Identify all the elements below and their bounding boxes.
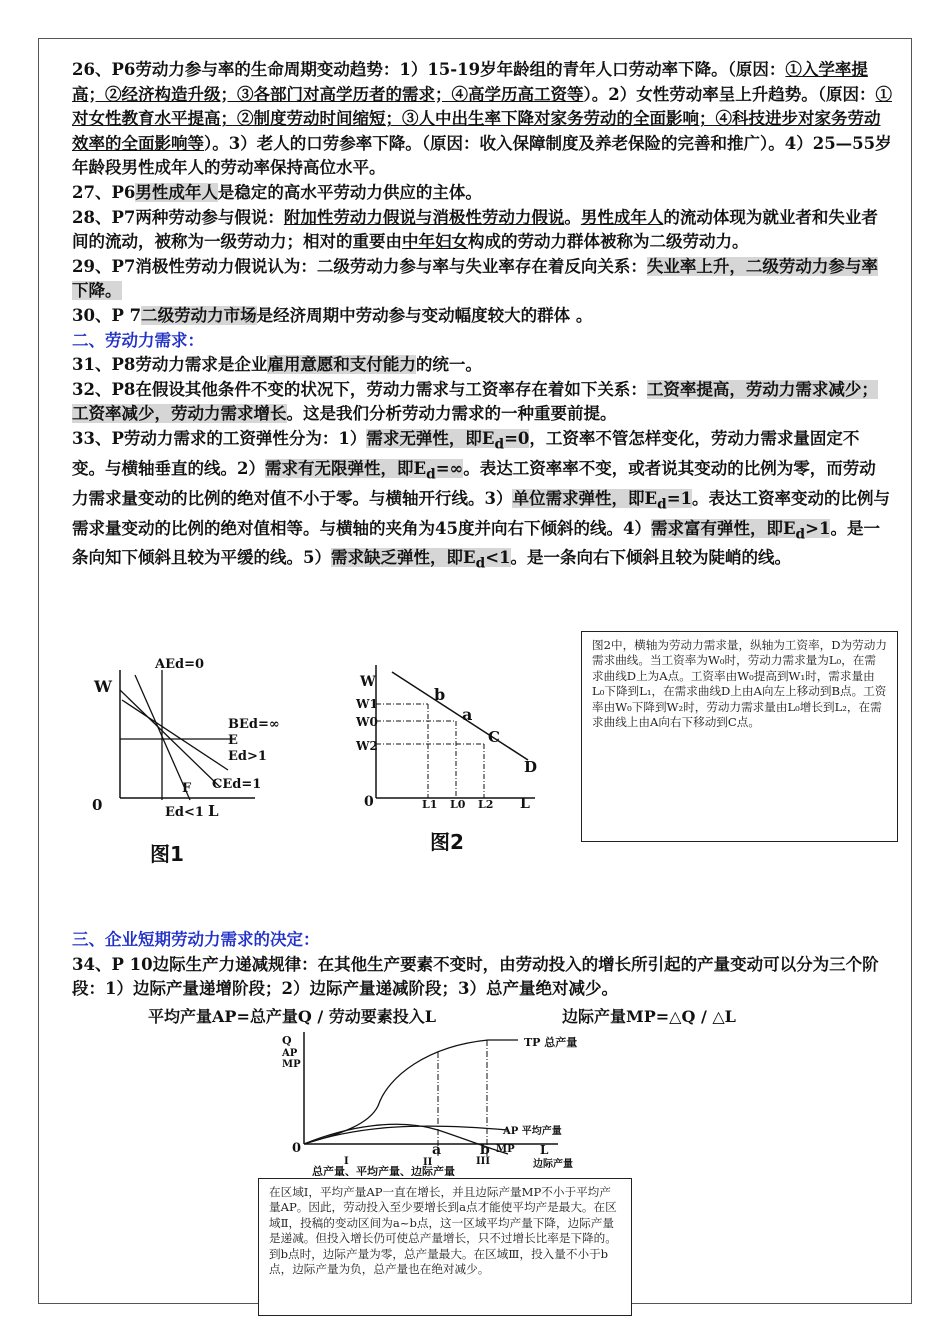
svg-text:AP 平均产量: AP 平均产量 [503,1126,562,1137]
svg-text:CEd=1: CEd=1 [212,777,262,792]
item-28: 28、P7两种劳动参与假说：附加性劳动力假说与消极性劳动力假说。男性成年人的流动体现为就业者和失业者间的流动，被称为一级劳动力；相对的重要由中年妇女构成的劳动力群体被称为二级劳动力。 [72,207,878,252]
svg-text:a: a [432,1142,442,1158]
figure-2-caption: 图2 [430,830,464,854]
svg-text:边际产量: 边际产量 [533,1159,573,1170]
ap-curve [304,1126,508,1144]
svg-text:L: L [520,796,530,810]
svg-text:I: I [344,1156,349,1167]
svg-text:L: L [540,1143,549,1157]
svg-text:MP: MP [496,1144,515,1155]
svg-text:D: D [524,758,538,776]
item-33: 33、P劳动力需求的工资弹性分为：1）需求无弹性，即$E_d=0$，工资率不管怎样变化，劳动力需求量固定不变。与横轴垂直的线。2）需求有无限弹性，即$E_d=\infty$。表达工资率率不变，或者说其变动的比例为零，而劳动力需求量变动的比例的绝对值不小于零。与横轴开行线。3）单位需求弹性，即$E_d=1$。表达工资率变动的比例与需求量变动的比例的绝对值相等。与横轴的夹角为45度并向右下倾斜的线。4）需求富有弹性，即$E_d>1$。是一条向知下倾斜且较为平缓的线。5）需求缺乏弹性，即$E_d<1$。是一条向右下倾斜且较为陡峭的线。 [72,428,890,572]
figure-3-note: 在区域Ⅰ，平均产量AP一直在增长，并且边际产量MP不小于平均产量AP。因此，劳动投入至少要增长到a点才能使平均产是最大。在区域Ⅱ，投稿的变动区间为a~b点，这一区域平均产量下降，边际产量是递减。但投入增长仍可使总产量增长，只不过增长比率是下降的。到b点时，边际产量为零，总产量最大。在区域Ⅲ，投入量不小于b点，边际产量为负，总产量也在绝对减少。 [258,1178,632,1316]
svg-text:III: III [476,1156,491,1167]
figure-2-note: 图2中，横轴为劳动力需求量，纵轴为工资率，D为劳动力需求曲线。当工资率为W₀时，劳动力需求量为L₀，在需求曲线D上为A点。工资率由W₀提高到W₁时，需求量由L₀下降到L₁，在需求曲线D上由A向左上移动到B点。工资率由W₀下降到W₂时，劳动力需求量由L₀增长到L₂，在需求曲线上由A向右下移动到C点。 [581,631,898,842]
svg-text:0: 0 [92,796,103,814]
figure-1-caption: 图1 [150,842,184,866]
svg-text:C: C [488,728,500,746]
svg-text:BEd=∞: BEd=∞ [228,717,280,732]
demand-curve-d [392,672,528,760]
svg-text:E: E [228,733,238,748]
svg-text:L1: L1 [422,798,438,810]
content-bottom [72,928,892,1002]
svg-text:0: 0 [364,794,374,810]
svg-text:a: a [462,705,473,724]
item-31: 31、P8劳动力需求是企业雇用意愿和支付能力的统一。 [72,355,482,375]
svg-text:W: W [94,677,112,696]
mp-curve [304,1124,508,1154]
section-2-heading: 二、劳动力需求： [72,330,204,350]
item-27: 27、P6男性成年人是稳定的高水平劳动力供应的主体。 [72,182,482,202]
svg-text:Ed>1: Ed>1 [228,749,267,764]
svg-text:TP 总产量: TP 总产量 [524,1036,578,1049]
formula-ap: 平均产量AP=总产量Q / 劳动要素投入L [148,1007,437,1026]
content-top [72,58,892,576]
svg-text:b: b [434,685,446,704]
item-26: 26、P6劳动力参与率的生命周期变动趋势：1）15-19岁年龄组的青年人口劳动率下降。（原因：①入学率提高；②经济构造升级；③各部门对高学历者的需求；④高学历高工资等）。2）女性劳动率呈上升趋势。（原因：①对女性教育水平提高；②制度劳动时间缩短；③人中出生率下降对家务劳动的全面影响；④科技进步对家务劳动效率的全面影响等）。3）老人的口劳参率下降。（原因：收入保障制度及养老保险的完善和推广）。4）25—55岁年龄段男性成年人的劳动率保持高位水平。 [72,60,892,178]
svg-text:F: F [182,781,192,796]
item-29: 29、P7消极性劳动力假说认为：二级劳动力参与率与失业率存在着反向关系：失业率上升，二级劳动力参与率下降。 [72,256,878,301]
svg-text:AEd=0: AEd=0 [155,657,205,672]
svg-text:总产量、平均产量、边际产量: 总产量、平均产量、边际产量 [312,1165,455,1176]
item-30: 30、P 7二级劳动力市场是经济周期中劳动参与变动幅度较大的群体 。 [72,305,593,325]
svg-text:MP: MP [282,1059,301,1070]
svg-text:W1: W1 [356,697,378,711]
edgt1-line [122,700,228,770]
figure-3-production [278,1026,608,1176]
item-32: 32、P8在假设其他条件不变的状况下，劳动力需求与工资率存在着如下关系：工资率提高，劳动力需求减少；工资率减少，劳动力需求增长。这是我们分析劳动力需求的一种重要前提。 [72,379,878,424]
svg-text:II: II [423,1157,433,1168]
section-3-heading: 三、企业短期劳动力需求的决定： [72,930,320,949]
svg-text:b: b [480,1142,490,1158]
svg-text:W: W [360,674,376,690]
figure-2-demand-curve [350,660,550,810]
svg-text:L2: L2 [478,798,494,810]
svg-text:L: L [208,802,219,820]
item-34: 34、P 10边际生产力递减规律：在其他生产要素不变时，由劳动投入的增长所引起的产量变动可以分为三个阶段：1）边际产量递增阶段；2）边际产量递减阶段；3）总产量绝对减少。 [72,954,879,999]
figure-1-elasticity [80,650,280,820]
svg-text:W0: W0 [356,715,378,729]
svg-text:Ed<1: Ed<1 [165,805,204,820]
svg-text:Q: Q [282,1034,292,1047]
svg-text:0: 0 [292,1141,302,1156]
formula-mp: 边际产量MP=△Q / △L [562,1007,736,1026]
svg-text:W2: W2 [356,739,378,753]
svg-text:L0: L0 [450,798,466,810]
svg-text:AP: AP [282,1048,298,1059]
